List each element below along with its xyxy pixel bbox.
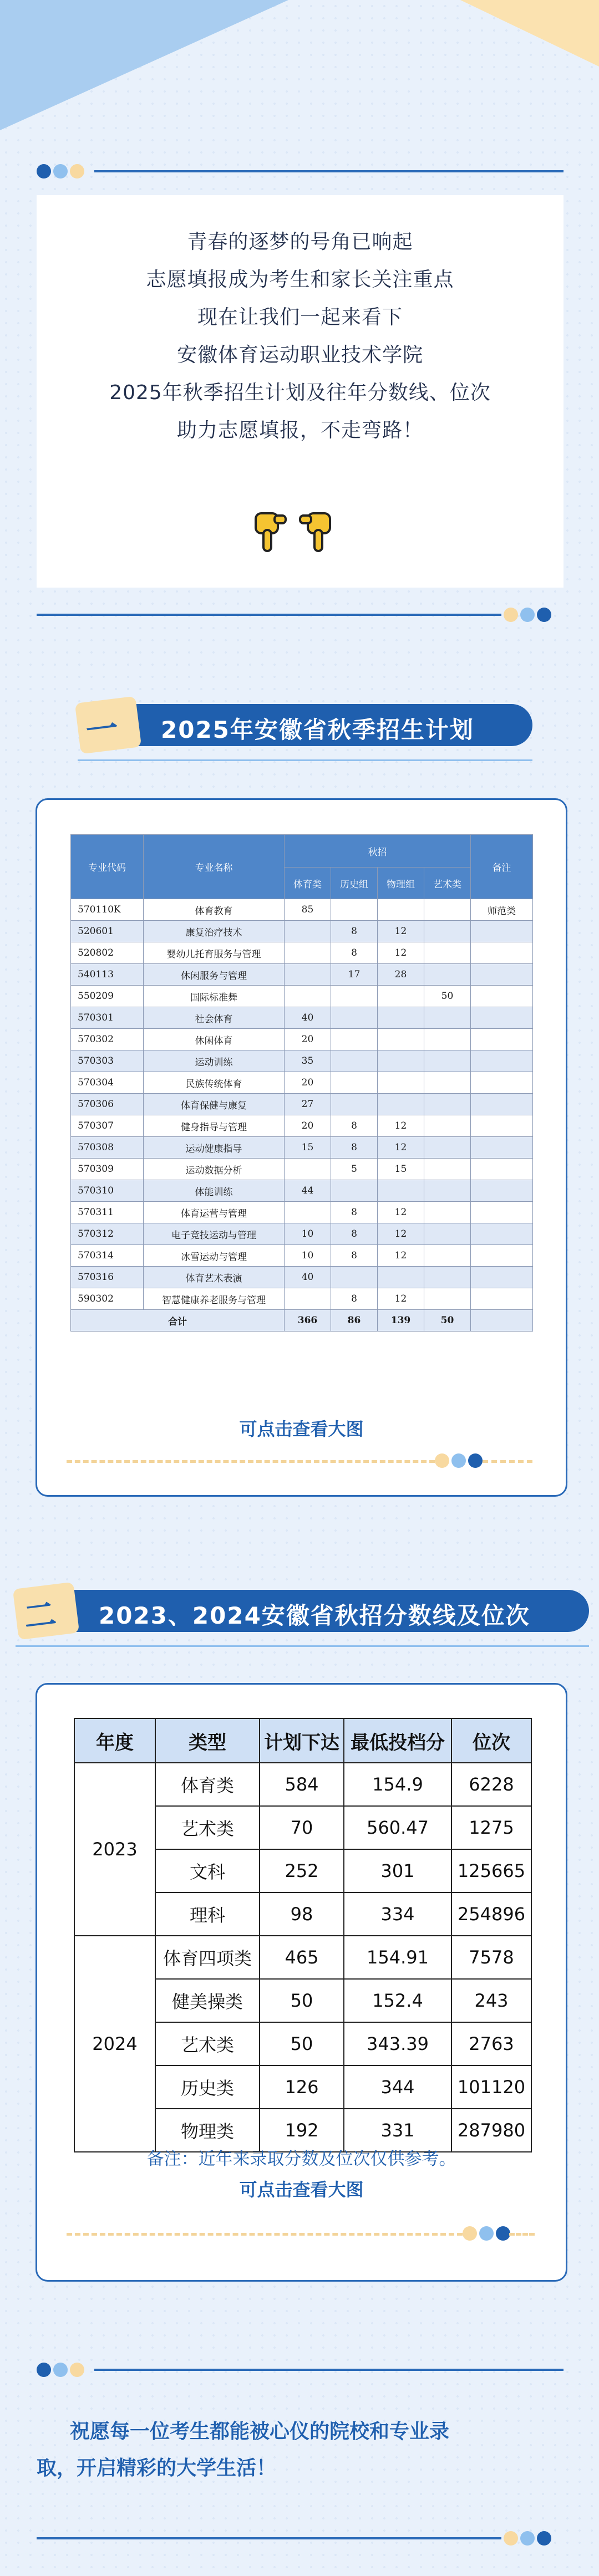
rank-cell: 287980 <box>451 2109 531 2152</box>
plan-cell: 50 <box>260 1979 344 2022</box>
name-cell: 民族传统体育 <box>144 1072 285 1094</box>
code-cell: 570302 <box>71 1029 144 1050</box>
table-row <box>71 1267 533 1288</box>
header-plan: 计划下达 <box>260 1718 344 1763</box>
section-title: 2025年安徽省秋季招生计划 <box>161 716 474 743</box>
year-cell: 2024 <box>74 1936 155 2152</box>
table-row <box>71 942 533 964</box>
enrollment-plan-table[interactable] <box>70 834 533 1332</box>
min-score-cell: 334 <box>344 1893 451 1936</box>
physics-cell <box>378 1050 424 1072</box>
remark-cell <box>471 1115 533 1137</box>
divider-line <box>37 614 501 616</box>
pointing-down-hand-icon <box>297 510 333 554</box>
score-rank-table[interactable] <box>74 1718 532 2152</box>
pointing-down-hand-icon <box>252 510 289 554</box>
dots-decoration <box>37 2363 84 2377</box>
code-cell: 590302 <box>71 1288 144 1310</box>
type-cell: 健美操类 <box>155 1979 260 2022</box>
plan-cell: 50 <box>260 2022 344 2065</box>
sports-cell <box>285 921 331 942</box>
code-cell: 570110K <box>71 899 144 921</box>
history-cell: 8 <box>331 1245 378 1267</box>
table-row <box>71 986 533 1007</box>
name-cell: 体育教育 <box>144 899 285 921</box>
art-cell <box>424 1180 471 1202</box>
history-cell <box>331 1007 378 1029</box>
art-cell <box>424 1223 471 1245</box>
remark-cell: 师范类 <box>471 899 533 921</box>
name-cell: 社会体育 <box>144 1007 285 1029</box>
dashed-divider <box>67 2233 463 2236</box>
divider-line <box>37 2537 501 2539</box>
sports-cell: 40 <box>285 1007 331 1029</box>
rank-cell: 7578 <box>451 1936 531 1979</box>
art-cell <box>424 942 471 964</box>
code-cell: 540113 <box>71 964 144 986</box>
rank-cell: 6228 <box>451 1763 531 1806</box>
intro-line: 安徽体育运动职业技术学院 <box>176 344 423 366</box>
view-large-image-hint[interactable]: 可点击查看大图 <box>239 2179 364 2200</box>
min-score-cell: 344 <box>344 2065 451 2109</box>
section-underline <box>78 759 532 761</box>
code-cell: 570308 <box>71 1137 144 1159</box>
header-type: 类型 <box>155 1718 260 1763</box>
plan-cell: 98 <box>260 1893 344 1936</box>
table-row <box>71 921 533 942</box>
code-cell: 570316 <box>71 1267 144 1288</box>
remark-cell <box>471 1072 533 1094</box>
name-cell: 健身指导与管理 <box>144 1115 285 1137</box>
history-cell: 8 <box>331 1288 378 1310</box>
min-score-cell: 152.4 <box>344 1979 451 2022</box>
type-cell: 物理类 <box>155 2109 260 2152</box>
sports-cell: 44 <box>285 1180 331 1202</box>
name-cell: 电子竞技运动与管理 <box>144 1223 285 1245</box>
code-cell: 570301 <box>71 1007 144 1029</box>
header-history: 历史组 <box>331 868 378 899</box>
remark-cell <box>471 1159 533 1180</box>
code-cell: 570309 <box>71 1159 144 1180</box>
section-number-badge <box>75 696 141 754</box>
physics-cell: 15 <box>378 1159 424 1180</box>
table-row <box>74 1763 531 1806</box>
rank-cell: 125665 <box>451 1849 531 1893</box>
history-cell <box>331 1267 378 1288</box>
min-score-cell: 154.91 <box>344 1936 451 1979</box>
table-row <box>71 1029 533 1050</box>
dots-decoration <box>504 608 551 622</box>
remark-cell <box>471 942 533 964</box>
history-cell: 8 <box>331 1223 378 1245</box>
intro-line: 青春的逐梦的号角已响起 <box>187 231 413 253</box>
type-cell: 艺术类 <box>155 2022 260 2065</box>
physics-cell: 12 <box>378 942 424 964</box>
art-cell <box>424 1094 471 1115</box>
total-c3-cell: 139 <box>378 1310 424 1332</box>
physics-cell: 12 <box>378 1137 424 1159</box>
physics-cell <box>378 1094 424 1115</box>
plan-cell: 584 <box>260 1763 344 1806</box>
art-cell <box>424 1050 471 1072</box>
sports-cell <box>285 986 331 1007</box>
name-cell: 体育保健与康复 <box>144 1094 285 1115</box>
remark-cell <box>471 1137 533 1159</box>
table-row <box>71 1180 533 1202</box>
dots-decoration <box>435 1453 483 1468</box>
remark-cell <box>471 964 533 986</box>
plan-cell: 252 <box>260 1849 344 1893</box>
dots-decoration <box>463 2226 510 2241</box>
physics-cell: 12 <box>378 1223 424 1245</box>
rank-cell: 101120 <box>451 2065 531 2109</box>
physics-cell <box>378 986 424 1007</box>
table-row <box>71 1223 533 1245</box>
art-cell <box>424 921 471 942</box>
code-cell: 570307 <box>71 1115 144 1137</box>
remark-cell <box>471 1007 533 1029</box>
score-card <box>35 1683 567 2282</box>
art-cell <box>424 1288 471 1310</box>
history-cell <box>331 1050 378 1072</box>
name-cell: 婴幼儿托育服务与管理 <box>144 942 285 964</box>
art-cell: 50 <box>424 986 471 1007</box>
table-row <box>71 1245 533 1267</box>
physics-cell <box>378 1267 424 1288</box>
name-cell: 国际标准舞 <box>144 986 285 1007</box>
table-row <box>71 1072 533 1094</box>
type-cell: 文科 <box>155 1849 260 1893</box>
plan-card <box>35 798 567 1497</box>
sports-cell <box>285 1288 331 1310</box>
sports-cell <box>285 942 331 964</box>
section-number-badge <box>13 1582 79 1640</box>
table-row <box>71 899 533 921</box>
code-cell: 570310 <box>71 1180 144 1202</box>
divider-line <box>94 2369 564 2371</box>
sports-cell: 20 <box>285 1072 331 1094</box>
sports-cell: 85 <box>285 899 331 921</box>
art-cell <box>424 1007 471 1029</box>
rank-cell: 2763 <box>451 2022 531 2065</box>
min-score-cell: 331 <box>344 2109 451 2152</box>
total-remark-cell <box>471 1310 533 1332</box>
art-cell <box>424 1159 471 1180</box>
code-cell: 570311 <box>71 1202 144 1223</box>
section-number: 一 <box>84 709 120 751</box>
remark-cell <box>471 1223 533 1245</box>
name-cell: 康复治疗技术 <box>144 921 285 942</box>
min-score-cell: 343.39 <box>344 2022 451 2065</box>
sports-cell: 20 <box>285 1029 331 1050</box>
remark-cell <box>471 986 533 1007</box>
corner-decoration-right <box>460 0 599 67</box>
header-min-score: 最低投档分 <box>344 1718 451 1763</box>
min-score-cell: 154.9 <box>344 1763 451 1806</box>
history-cell: 5 <box>331 1159 378 1180</box>
section-header <box>16 1585 589 1636</box>
code-cell: 550209 <box>71 986 144 1007</box>
history-cell: 17 <box>331 964 378 986</box>
plan-cell: 126 <box>260 2065 344 2109</box>
wish-text: 祝愿每一位考生都能被心仪的院校和专业录 <box>70 2420 450 2443</box>
dashed-divider <box>67 1460 435 1463</box>
rank-cell: 1275 <box>451 1806 531 1849</box>
art-cell <box>424 1245 471 1267</box>
header-physics: 物理组 <box>378 868 424 899</box>
header-autumn: 秋招 <box>285 835 471 868</box>
total-c1-cell: 366 <box>285 1310 331 1332</box>
name-cell: 智慧健康养老服务与管理 <box>144 1288 285 1310</box>
code-cell: 520802 <box>71 942 144 964</box>
table-row <box>71 1159 533 1180</box>
history-cell <box>331 1029 378 1050</box>
table-row <box>71 1115 533 1137</box>
code-cell: 570314 <box>71 1245 144 1267</box>
intro-line: 现在让我们一起来看下 <box>197 306 403 329</box>
history-cell <box>331 1180 378 1202</box>
name-cell: 运动健康指导 <box>144 1137 285 1159</box>
physics-cell: 28 <box>378 964 424 986</box>
sports-cell <box>285 964 331 986</box>
art-cell <box>424 1115 471 1137</box>
code-cell: 570306 <box>71 1094 144 1115</box>
plan-cell: 465 <box>260 1936 344 1979</box>
section-underline <box>16 1645 589 1647</box>
name-cell: 运动训练 <box>144 1050 285 1072</box>
intro-line: 助力志愿填报，不走弯路！ <box>176 419 423 442</box>
divider-line <box>94 170 564 172</box>
rank-cell: 254896 <box>451 1893 531 1936</box>
code-cell: 520601 <box>71 921 144 942</box>
corner-decoration-left <box>0 0 288 130</box>
total-row <box>71 1310 533 1332</box>
remark-cell <box>471 1029 533 1050</box>
sports-cell: 10 <box>285 1245 331 1267</box>
table-row <box>71 1094 533 1115</box>
header-art: 艺术类 <box>424 868 471 899</box>
art-cell <box>424 1137 471 1159</box>
history-cell: 8 <box>331 1115 378 1137</box>
physics-cell: 12 <box>378 1202 424 1223</box>
dots-decoration <box>37 164 84 178</box>
view-large-image-hint[interactable]: 可点击查看大图 <box>239 1419 364 1440</box>
code-cell: 570312 <box>71 1223 144 1245</box>
remark-cell <box>471 1202 533 1223</box>
sports-cell: 20 <box>285 1115 331 1137</box>
header-code: 专业代码 <box>71 835 144 899</box>
art-cell <box>424 1029 471 1050</box>
sports-cell <box>285 1202 331 1223</box>
name-cell: 运动数据分析 <box>144 1159 285 1180</box>
score-note: 备注：近年来录取分数及位次仅供参考。 <box>146 2149 456 2169</box>
header-remark: 备注 <box>471 835 533 899</box>
sports-cell: 27 <box>285 1094 331 1115</box>
history-cell <box>331 1072 378 1094</box>
pointing-down-hands-icon <box>252 510 333 554</box>
physics-cell: 12 <box>378 1288 424 1310</box>
table-row <box>71 1288 533 1310</box>
dots-decoration <box>504 2531 551 2546</box>
wish-text: 取，开启精彩的大学生活！ <box>37 2457 277 2480</box>
art-cell <box>424 1072 471 1094</box>
history-cell <box>331 1094 378 1115</box>
sports-cell: 35 <box>285 1050 331 1072</box>
plan-cell: 70 <box>260 1806 344 1849</box>
header-year: 年度 <box>74 1718 155 1763</box>
history-cell: 8 <box>331 1202 378 1223</box>
physics-cell <box>378 1029 424 1050</box>
history-cell: 8 <box>331 942 378 964</box>
total-label: 合计 <box>71 1310 285 1332</box>
section-title: 2023、2024安徽省秋招分数线及位次 <box>99 1602 530 1629</box>
table-row <box>71 1007 533 1029</box>
type-cell: 艺术类 <box>155 1806 260 1849</box>
name-cell: 休闲体育 <box>144 1029 285 1050</box>
table-row <box>74 1936 531 1979</box>
remark-cell <box>471 1094 533 1115</box>
remark-cell <box>471 1180 533 1202</box>
history-cell: 8 <box>331 1137 378 1159</box>
physics-cell: 12 <box>378 1115 424 1137</box>
intro-line: 2025年秋季招生计划及往年分数线、位次 <box>109 381 491 404</box>
total-c4-cell: 50 <box>424 1310 471 1332</box>
art-cell <box>424 964 471 986</box>
physics-cell <box>378 1180 424 1202</box>
physics-cell: 12 <box>378 1245 424 1267</box>
section-header <box>78 700 532 751</box>
table-row <box>71 1050 533 1072</box>
min-score-cell: 301 <box>344 1849 451 1893</box>
min-score-cell: 560.47 <box>344 1806 451 1849</box>
sports-cell <box>285 1159 331 1180</box>
table-row <box>71 1202 533 1223</box>
year-cell: 2023 <box>74 1763 155 1936</box>
sports-cell: 40 <box>285 1267 331 1288</box>
header-name: 专业名称 <box>144 835 285 899</box>
history-cell <box>331 986 378 1007</box>
plan-cell: 192 <box>260 2109 344 2152</box>
intro-line: 志愿填报成为考生和家长关注重点 <box>146 268 454 291</box>
physics-cell <box>378 1072 424 1094</box>
remark-cell <box>471 1288 533 1310</box>
sports-cell: 15 <box>285 1137 331 1159</box>
table-row <box>71 964 533 986</box>
type-cell: 体育类 <box>155 1763 260 1806</box>
name-cell: 休闲服务与管理 <box>144 964 285 986</box>
type-cell: 历史类 <box>155 2065 260 2109</box>
header-sports: 体育类 <box>285 868 331 899</box>
rank-cell: 243 <box>451 1979 531 2022</box>
dashed-divider <box>509 2233 535 2236</box>
art-cell <box>424 899 471 921</box>
type-cell: 理科 <box>155 1893 260 1936</box>
header-rank: 位次 <box>451 1718 531 1763</box>
remark-cell <box>471 1267 533 1288</box>
history-cell <box>331 899 378 921</box>
name-cell: 体育运营与管理 <box>144 1202 285 1223</box>
table-row <box>71 1137 533 1159</box>
art-cell <box>424 1202 471 1223</box>
physics-cell <box>378 1007 424 1029</box>
total-c2-cell: 86 <box>331 1310 378 1332</box>
name-cell: 体能训练 <box>144 1180 285 1202</box>
name-cell: 体育艺术表演 <box>144 1267 285 1288</box>
type-cell: 体育四项类 <box>155 1936 260 1979</box>
wish-card <box>0 2390 599 2512</box>
section-number: 二 <box>22 1595 58 1636</box>
code-cell: 570304 <box>71 1072 144 1094</box>
history-cell: 8 <box>331 921 378 942</box>
name-cell: 冰雪运动与管理 <box>144 1245 285 1267</box>
physics-cell: 12 <box>378 921 424 942</box>
art-cell <box>424 1267 471 1288</box>
physics-cell <box>378 899 424 921</box>
dashed-divider <box>483 1460 532 1463</box>
sports-cell: 10 <box>285 1223 331 1245</box>
remark-cell <box>471 1245 533 1267</box>
remark-cell <box>471 921 533 942</box>
code-cell: 570303 <box>71 1050 144 1072</box>
remark-cell <box>471 1050 533 1072</box>
